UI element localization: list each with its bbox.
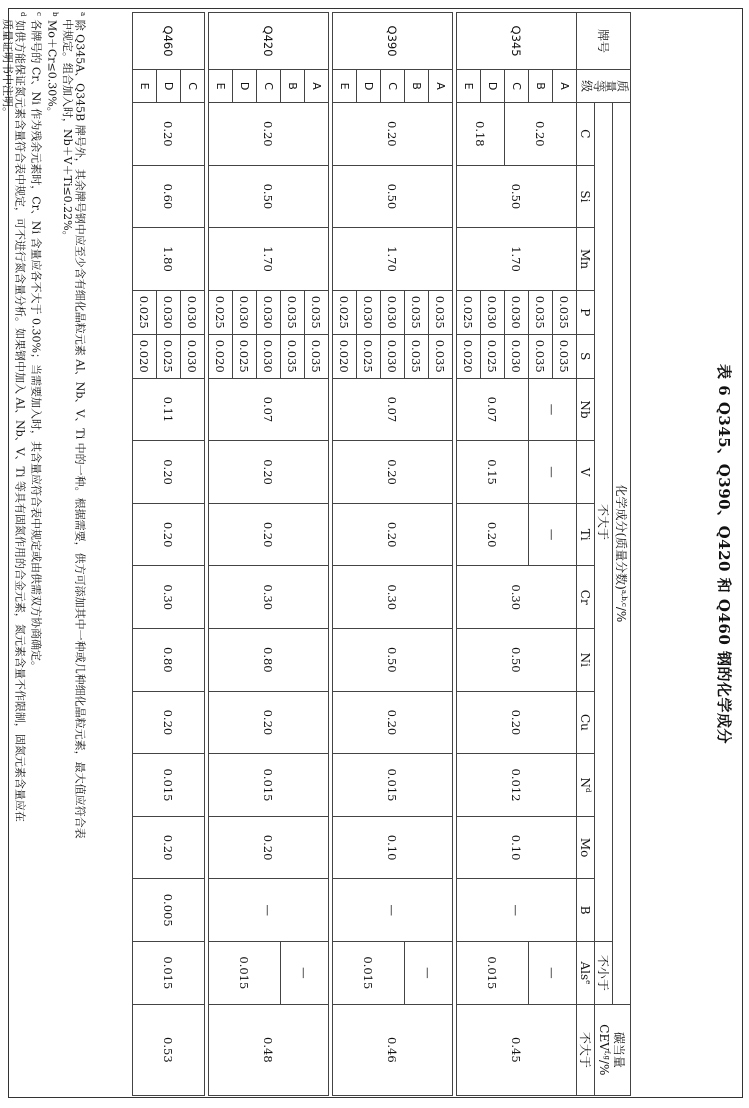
cell-c: 0.20 xyxy=(133,103,205,166)
cell-p: 0.030 xyxy=(233,290,257,334)
col-cu: Cu xyxy=(577,691,595,754)
col-si: Si xyxy=(577,165,595,228)
cell-s: 0.030 xyxy=(505,334,529,378)
col-ti: Ti xyxy=(577,503,595,566)
cell-s: 0.030 xyxy=(181,334,205,378)
cell-als: — xyxy=(529,942,577,1005)
cell-mn: 1.70 xyxy=(333,228,453,291)
cell-cu: 0.20 xyxy=(209,691,329,754)
header-chemical-composition: 化学成分(质量分数)$^{a,b,c}$/% xyxy=(613,103,631,1005)
gap-cell xyxy=(205,13,209,1096)
cell-si: 0.50 xyxy=(209,165,329,228)
cell-n: 0.015 xyxy=(333,754,453,817)
cell-v: 0.15 xyxy=(457,441,529,504)
cell-p: 0.025 xyxy=(333,290,357,334)
cell-p: 0.030 xyxy=(257,290,281,334)
table-header xyxy=(577,13,631,1096)
col-als: Als$^e$ xyxy=(577,942,595,1005)
col-mo: Mo xyxy=(577,816,595,879)
cell-cr: 0.30 xyxy=(133,566,205,629)
col-s: S xyxy=(577,334,595,378)
cell-nb: 0.07 xyxy=(457,378,529,441)
cell-c: 0.20 xyxy=(209,103,329,166)
cell-cev: 0.53 xyxy=(133,1004,205,1095)
cell-p: 0.025 xyxy=(133,290,157,334)
footnote-d: $^d$ 如供方能保证氮元素含量符合表中规定，可不进行氮含量分析。如果钢中加入 Al、Nb、V、Ti 等具有固氮作用的合金元素，氮元素含量不作限制，固氮元素含量应在 xyxy=(13,12,27,822)
cell-si: 0.50 xyxy=(457,165,577,228)
cell-cev: 0.45 xyxy=(457,1004,577,1095)
cell-v: 0.20 xyxy=(209,441,329,504)
footnote-a: $^a$ 除 Q345A、Q345B 牌号外，其余牌号钢中应至少含有细化晶粒元素 Al、Nb、V、Ti 中的一种。根据需要，供方可添加其中一种或几种细化晶粒元素，最大值应符合表 xyxy=(73,12,87,839)
col-cr: Cr xyxy=(577,566,595,629)
level-cell: D xyxy=(233,70,257,103)
cell-mo: 0.10 xyxy=(333,816,453,879)
cell-p: 0.035 xyxy=(405,290,429,334)
cell-p: 0.025 xyxy=(209,290,233,334)
cell-p: 0.035 xyxy=(305,290,329,334)
chemical-composition-table xyxy=(132,12,631,1096)
cell-s: 0.020 xyxy=(133,334,157,378)
level-cell: D xyxy=(481,70,505,103)
cell-s: 0.025 xyxy=(481,334,505,378)
col-nb: Nb xyxy=(577,378,595,441)
cell-ti: 0.20 xyxy=(209,503,329,566)
level-cell: C xyxy=(257,70,281,103)
cell-v: 0.20 xyxy=(133,441,205,504)
level-cell: C xyxy=(505,70,529,103)
cell-als: 0.015 xyxy=(133,942,205,1005)
level-cell: E xyxy=(133,70,157,103)
cell-als: — xyxy=(281,942,329,1005)
cell-b: — xyxy=(457,879,577,942)
grade-cell: Q460 xyxy=(133,13,205,70)
level-cell: C xyxy=(181,70,205,103)
cell-p: 0.030 xyxy=(181,290,205,334)
level-cell: A xyxy=(429,70,453,103)
cell-cev: 0.48 xyxy=(209,1004,329,1095)
cell-s: 0.020 xyxy=(457,334,481,378)
cell-p: 0.030 xyxy=(481,290,505,334)
grade-cell: Q420 xyxy=(209,13,329,70)
header-cev: 碳当量 CEV$^{f,g}$/% xyxy=(595,1004,631,1095)
footnote-b: $^b$ Mo＋Cr≤0.30%。 xyxy=(45,12,59,118)
cell-c: 0.20 xyxy=(333,103,453,166)
cell-p: 0.030 xyxy=(381,290,405,334)
grade-cell: Q390 xyxy=(333,13,453,70)
cell-ti: 0.20 xyxy=(333,503,453,566)
cell-si: 0.50 xyxy=(333,165,453,228)
cell-ni: 0.50 xyxy=(457,629,577,692)
cell-s: 0.035 xyxy=(305,334,329,378)
table-row xyxy=(305,13,329,1096)
cell-p: 0.025 xyxy=(457,290,481,334)
col-n: $N^d$ xyxy=(577,754,595,817)
cell-ni: 0.80 xyxy=(209,629,329,692)
cell-v: — xyxy=(529,441,577,504)
cell-nb: — xyxy=(529,378,577,441)
cell-p: 0.035 xyxy=(281,290,305,334)
group-gap xyxy=(453,13,457,1096)
cell-cr: 0.30 xyxy=(333,566,453,629)
footnote-e xyxy=(0,12,1,1092)
cell-b: — xyxy=(333,879,453,942)
footnote-d-cont: 质量证明书中注明。 xyxy=(0,19,14,118)
cell-als: 0.015 xyxy=(457,942,529,1005)
col-mn: Mn xyxy=(577,228,595,291)
cell-cr: 0.30 xyxy=(457,566,577,629)
cell-als: 0.015 xyxy=(209,942,281,1005)
header-not-greater: 不大于 xyxy=(595,103,613,942)
cell-n: 0.015 xyxy=(133,754,205,817)
cell-p: 0.035 xyxy=(529,290,553,334)
cell-mn: 1.70 xyxy=(209,228,329,291)
cell-p: 0.035 xyxy=(553,290,577,334)
cell-cu: 0.20 xyxy=(333,691,453,754)
cell-cu: 0.20 xyxy=(457,691,577,754)
cell-ni: 0.50 xyxy=(333,629,453,692)
level-cell: B xyxy=(529,70,553,103)
footnote-c: $^c$ 各牌号的 Cr、Ni 作为残余元素时，Cr、Ni 含量应各不大于 0.30%；当需要加入时，其含量应符合表中规定或由供需双方协商确定。 xyxy=(29,12,43,672)
table-row xyxy=(553,13,577,1096)
cell-p: 0.030 xyxy=(157,290,181,334)
cell-mo: 0.20 xyxy=(133,816,205,879)
cell-n: 0.015 xyxy=(209,754,329,817)
col-ni: Ni xyxy=(577,629,595,692)
level-cell: B xyxy=(405,70,429,103)
level-cell: A xyxy=(553,70,577,103)
cell-s: 0.025 xyxy=(157,334,181,378)
cell-s: 0.035 xyxy=(405,334,429,378)
cell-si: 0.60 xyxy=(133,165,205,228)
cell-s: 0.030 xyxy=(257,334,281,378)
cell-ni: 0.80 xyxy=(133,629,205,692)
cell-mn: 1.70 xyxy=(457,228,577,291)
level-cell: D xyxy=(357,70,381,103)
cell-p: 0.030 xyxy=(357,290,381,334)
cell-cr: 0.30 xyxy=(209,566,329,629)
grade-cell: Q345 xyxy=(457,13,577,70)
cell-cev: 0.46 xyxy=(333,1004,453,1095)
gap-cell xyxy=(329,13,333,1096)
cell-s: 0.035 xyxy=(553,334,577,378)
table-row xyxy=(429,13,453,1096)
table-body xyxy=(133,13,577,1096)
col-v: V xyxy=(577,441,595,504)
header-cev-not-greater: 不大于 xyxy=(577,1004,595,1095)
cell-ti: 0.20 xyxy=(133,503,205,566)
level-cell: B xyxy=(281,70,305,103)
cell-p: 0.035 xyxy=(429,290,453,334)
cell-p: 0.030 xyxy=(505,290,529,334)
level-cell: E xyxy=(457,70,481,103)
cell-n: 0.012 xyxy=(457,754,577,817)
header-not-less: 不小于 xyxy=(595,942,613,1005)
gap-cell xyxy=(453,13,457,1096)
cell-als: 0.015 xyxy=(333,942,405,1005)
level-cell: E xyxy=(209,70,233,103)
cell-s: 0.020 xyxy=(333,334,357,378)
group-gap xyxy=(205,13,209,1096)
cell-als: — xyxy=(405,942,453,1005)
col-b: B xyxy=(577,879,595,942)
cell-mo: 0.20 xyxy=(209,816,329,879)
col-c: C xyxy=(577,103,595,166)
header-grade: 牌号 xyxy=(577,13,631,70)
table-footnotes xyxy=(0,12,89,1092)
cell-c: 0.18 xyxy=(457,103,505,166)
group-gap xyxy=(329,13,333,1096)
level-cell: A xyxy=(305,70,329,103)
cell-s: 0.025 xyxy=(233,334,257,378)
cell-mn: 1.80 xyxy=(133,228,205,291)
cell-b: 0.005 xyxy=(133,879,205,942)
cell-nb: 0.07 xyxy=(333,378,453,441)
cell-c: 0.20 xyxy=(505,103,577,166)
cell-mo: 0.10 xyxy=(457,816,577,879)
cell-nb: 0.07 xyxy=(209,378,329,441)
cell-s: 0.020 xyxy=(209,334,233,378)
level-cell: E xyxy=(333,70,357,103)
cell-s: 0.030 xyxy=(381,334,405,378)
cell-v: 0.20 xyxy=(333,441,453,504)
cell-s: 0.035 xyxy=(529,334,553,378)
header-quality-level: 质量等级 xyxy=(577,70,631,103)
cell-ti: 0.20 xyxy=(457,503,529,566)
cell-ti: — xyxy=(529,503,577,566)
table-row xyxy=(181,13,205,1096)
level-cell: C xyxy=(381,70,405,103)
cell-s: 0.035 xyxy=(429,334,453,378)
cell-s: 0.025 xyxy=(357,334,381,378)
col-p: P xyxy=(577,290,595,334)
level-cell: D xyxy=(157,70,181,103)
cell-s: 0.035 xyxy=(281,334,305,378)
footnote-a-cont: 中规定。组合加入时，Nb＋V＋Ti≤0.22%。 xyxy=(61,19,75,242)
cell-cu: 0.20 xyxy=(133,691,205,754)
cell-nb: 0.11 xyxy=(133,378,205,441)
table-title: 表 6 Q345、Q390、Q420 和 Q460 钢的化学成分 xyxy=(715,363,733,745)
cell-b: — xyxy=(209,879,329,942)
